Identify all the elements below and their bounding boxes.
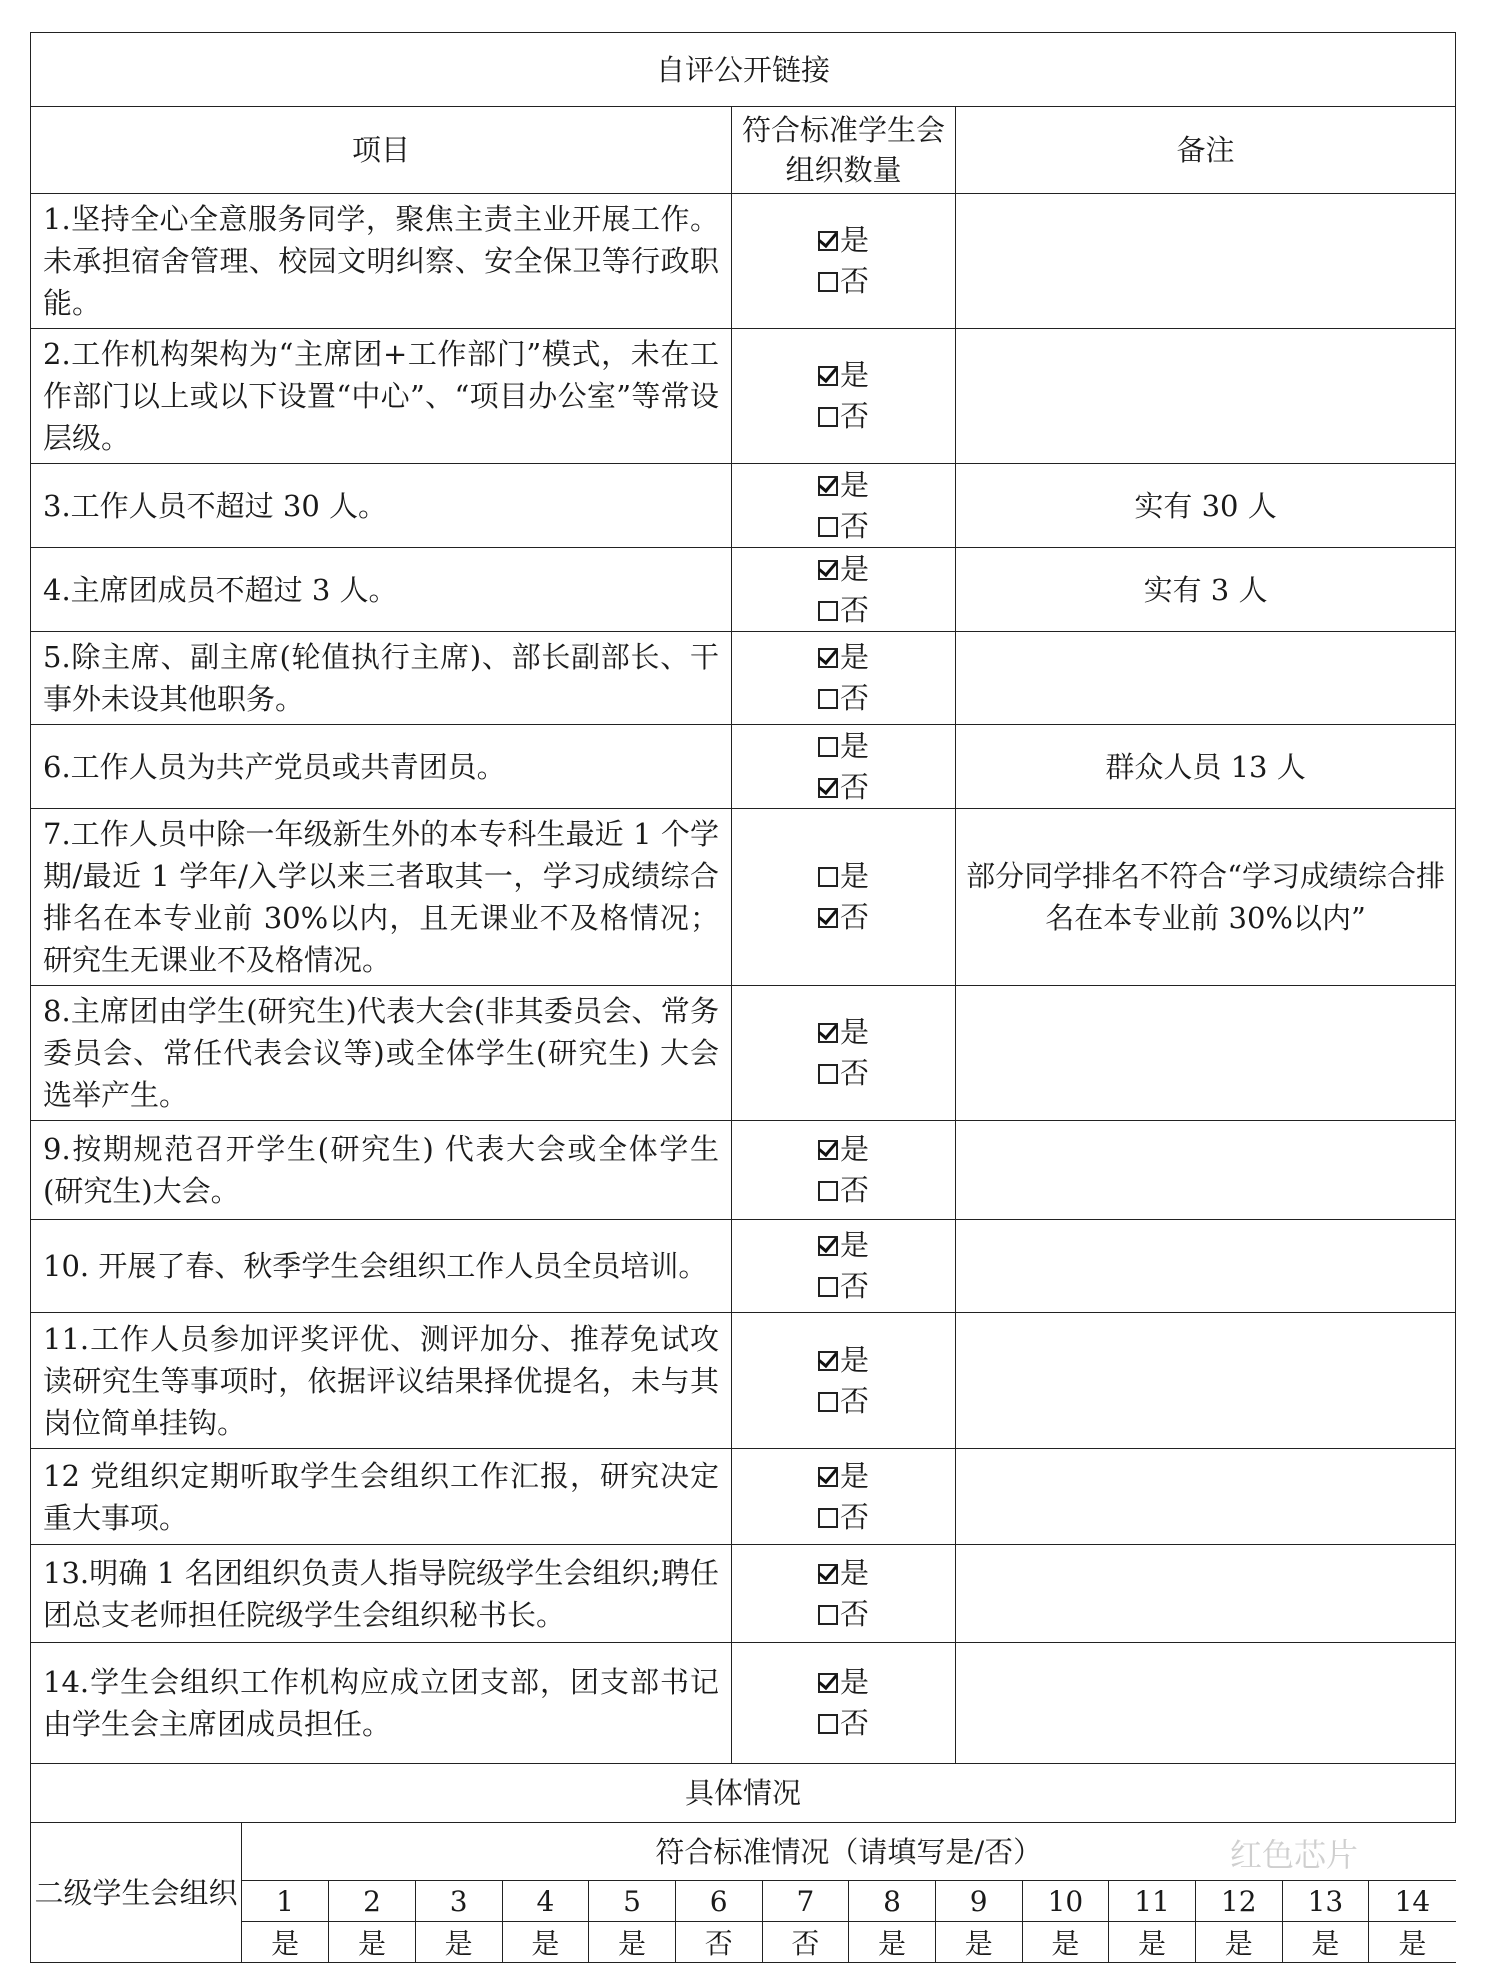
checkbox-label: 是 <box>839 1342 869 1377</box>
checkbox-label: 否 <box>839 1499 869 1534</box>
item-text: 2.工作机构架构为“主席团+工作部门”模式，未在工作部门以上或以下设置“中心”、“项目办公室”等常设层级。 <box>31 329 732 464</box>
item-answer: 是 <box>415 1922 502 1963</box>
item-number: 7 <box>762 1881 849 1922</box>
item-number: 1 <box>242 1881 329 1922</box>
item-note <box>956 194 1456 329</box>
checkbox-option-yes[interactable] <box>732 549 955 590</box>
watermark-text: 红色芯片 <box>1230 1836 1359 1874</box>
checkbox-option-no[interactable] <box>732 1703 955 1744</box>
item-answer: 是 <box>1369 1922 1456 1963</box>
empty-box-icon[interactable] <box>818 1392 838 1412</box>
checked-box-icon[interactable] <box>818 560 838 580</box>
checkbox-label: 是 <box>839 859 869 893</box>
checkbox-label: 否 <box>839 508 869 543</box>
compliance-check <box>732 1313 956 1449</box>
standard-grid-cell <box>242 1823 1456 1963</box>
item-text: 1.坚持全心全意服务同学，聚焦主责主业开展工作。未承担宿舍管理、校园文明纠察、安全保卫等行政职能。 <box>31 194 732 329</box>
item-text: 3.工作人员不超过 30 人。 <box>31 464 732 548</box>
item-answer: 是 <box>935 1922 1022 1963</box>
compliance-check <box>732 329 956 464</box>
checkbox-option-no[interactable] <box>732 590 955 631</box>
checkbox-option-yes[interactable] <box>732 1012 955 1053</box>
item-note <box>956 632 1456 725</box>
checkbox-option-yes[interactable] <box>732 1662 955 1703</box>
item-answer: 是 <box>1195 1922 1282 1963</box>
item-note <box>956 1545 1456 1643</box>
checked-box-icon[interactable] <box>818 648 838 668</box>
checklist-row <box>31 632 1456 725</box>
item-text: 14.学生会组织工作机构应成立团支部，团支部书记由学生会主席团成员担任。 <box>31 1643 732 1764</box>
checkbox-label: 是 <box>839 551 869 586</box>
compliance-check <box>732 548 956 632</box>
checkbox-label: 是 <box>839 1458 869 1493</box>
empty-box-icon[interactable] <box>818 1277 838 1297</box>
item-number: 2 <box>329 1881 416 1922</box>
self-evaluation-form <box>30 32 1455 1963</box>
checkbox-label: 是 <box>839 1015 869 1049</box>
checklist-row <box>31 1313 1456 1449</box>
standard-title: 符合标准情况（请填写是/否） <box>242 1823 1456 1881</box>
item-number: 11 <box>1109 1881 1196 1922</box>
empty-box-icon[interactable] <box>818 601 838 621</box>
item-number: 6 <box>675 1881 762 1922</box>
compliance-check <box>732 632 956 725</box>
item-number: 8 <box>849 1881 936 1922</box>
checkbox-option-no[interactable] <box>732 1170 955 1211</box>
item-text: 9.按期规范召开学生(研究生) 代表大会或全体学生(研究生)大会。 <box>31 1121 732 1220</box>
compliance-check <box>732 986 956 1121</box>
item-note: 群众人员 13 人 <box>956 725 1456 809</box>
checklist-row <box>31 986 1456 1121</box>
item-note: 部分同学排名不符合“学习成绩综合排名在本专业前 30%以内” <box>956 809 1456 986</box>
item-text: 8.主席团由学生(研究生)代表大会(非其委员会、常务委员会、常任代表会议等)或全体学生(研究生) 大会选举产生。 <box>31 986 732 1121</box>
checkbox-option-yes[interactable] <box>732 856 955 897</box>
empty-box-icon[interactable] <box>818 737 838 757</box>
compliance-check <box>732 1449 956 1545</box>
compliance-check <box>732 464 956 548</box>
checkbox-label: 是 <box>839 223 869 257</box>
summary-title: 具体情况 <box>31 1764 1456 1823</box>
checklist-row <box>31 1449 1456 1545</box>
item-note <box>956 1220 1456 1313</box>
checklist-row <box>31 329 1456 464</box>
item-number: 14 <box>1369 1881 1456 1922</box>
checkbox-label: 否 <box>839 769 869 804</box>
item-number: 13 <box>1282 1881 1369 1922</box>
item-number: 12 <box>1195 1881 1282 1922</box>
checked-box-icon[interactable] <box>818 231 838 251</box>
header-note: 备注 <box>956 107 1456 194</box>
item-number: 5 <box>589 1881 676 1922</box>
item-answer: 是 <box>1109 1922 1196 1963</box>
checkbox-label: 否 <box>839 592 869 627</box>
checkbox-option-no[interactable] <box>732 678 955 719</box>
checkbox-label: 是 <box>839 1555 869 1590</box>
compliance-check <box>732 1545 956 1643</box>
checklist-row <box>31 194 1456 329</box>
checkbox-label: 是 <box>839 1228 869 1262</box>
checklist-row <box>31 548 1456 632</box>
item-number: 4 <box>502 1881 589 1922</box>
checklist-row <box>31 1643 1456 1764</box>
item-note: 实有 3 人 <box>956 548 1456 632</box>
compliance-check <box>732 725 956 809</box>
checklist-row <box>31 725 1456 809</box>
evaluation-table <box>30 32 1456 1963</box>
checkbox-label: 是 <box>839 1132 869 1166</box>
checkbox-option-no[interactable] <box>732 1053 955 1094</box>
checkbox-label: 否 <box>839 1173 869 1207</box>
item-note <box>956 1121 1456 1220</box>
empty-box-icon[interactable] <box>818 272 838 292</box>
checkbox-option-no[interactable] <box>732 1266 955 1307</box>
checkbox-label: 是 <box>839 358 869 392</box>
checked-box-icon[interactable] <box>818 908 838 928</box>
checkbox-option-no[interactable] <box>732 396 955 437</box>
item-number: 3 <box>415 1881 502 1922</box>
compliance-check <box>732 194 956 329</box>
empty-box-icon[interactable] <box>818 1508 838 1528</box>
compliance-check <box>732 1220 956 1313</box>
item-answer: 是 <box>502 1922 589 1963</box>
item-text: 6.工作人员为共产党员或共青团员。 <box>31 725 732 809</box>
item-note: 实有 30 人 <box>956 464 1456 548</box>
checked-box-icon[interactable] <box>818 366 838 386</box>
checkbox-label: 否 <box>839 1269 869 1303</box>
item-answer: 是 <box>242 1922 329 1963</box>
checked-box-icon[interactable] <box>818 1351 838 1371</box>
item-text: 11.工作人员参加评奖评优、测评加分、推荐免试攻读研究生等事项时，依据评议结果择优提名，未与其岗位简单挂钩。 <box>31 1313 732 1449</box>
checkbox-option-no[interactable] <box>732 1594 955 1635</box>
item-answer: 是 <box>849 1922 936 1963</box>
item-answer: 是 <box>589 1922 676 1963</box>
form-title: 自评公开链接 <box>31 33 1456 107</box>
item-note <box>956 1449 1456 1545</box>
checked-box-icon[interactable] <box>818 1467 838 1487</box>
checkbox-label: 否 <box>839 900 869 934</box>
checklist-row <box>31 1220 1456 1313</box>
checked-box-icon[interactable] <box>818 1023 838 1043</box>
item-answer: 是 <box>1282 1922 1369 1963</box>
item-text: 12 党组织定期听取学生会组织工作汇报，研究决定重大事项。 <box>31 1449 732 1545</box>
checkbox-option-yes[interactable] <box>732 1553 955 1594</box>
checkbox-option-yes[interactable] <box>732 637 955 678</box>
compliance-check <box>732 1643 956 1764</box>
empty-box-icon[interactable] <box>818 1605 838 1625</box>
checked-box-icon[interactable] <box>818 1236 838 1256</box>
checkbox-option-yes[interactable] <box>732 355 955 396</box>
item-note <box>956 986 1456 1121</box>
checkbox-option-no[interactable] <box>732 897 955 938</box>
empty-box-icon[interactable] <box>818 407 838 427</box>
checked-box-icon[interactable] <box>818 476 838 496</box>
org-label: 二级学生会组织 <box>31 1823 242 1963</box>
checkbox-option-yes[interactable] <box>732 1129 955 1170</box>
item-text: 4.主席团成员不超过 3 人。 <box>31 548 732 632</box>
checkbox-option-yes[interactable] <box>732 1225 955 1266</box>
checkbox-label: 是 <box>839 728 869 763</box>
checkbox-option-no[interactable] <box>732 261 955 302</box>
compliance-check <box>732 809 956 986</box>
item-text: 5.除主席、副主席(轮值执行主席)、部长副部长、干事外未设其他职务。 <box>31 632 732 725</box>
checkbox-option-yes[interactable] <box>732 220 955 261</box>
item-text: 13.明确 1 名团组织负责人指导院级学生会组织;聘任团总支老师担任院级学生会组织秘书长。 <box>31 1545 732 1643</box>
item-text: 10. 开展了春、秋季学生会组织工作人员全员培训。 <box>31 1220 732 1313</box>
standard-grid <box>242 1823 1456 1962</box>
checkbox-option-no[interactable] <box>732 1497 955 1538</box>
checklist-row <box>31 1121 1456 1220</box>
item-text: 7.工作人员中除一年级新生外的本专科生最近 1 个学期/最近 1 学年/入学以来三者取其一，学习成绩综合排名在本专业前 30%以内，且无课业不及格情况；研究生无课业不及格情况。 <box>31 809 732 986</box>
empty-box-icon[interactable] <box>818 1064 838 1084</box>
checkbox-label: 是 <box>839 1665 869 1699</box>
item-answer: 否 <box>762 1922 849 1963</box>
checkbox-label: 否 <box>839 1383 869 1418</box>
item-answer: 是 <box>1022 1922 1109 1963</box>
checkbox-option-yes[interactable] <box>732 726 955 767</box>
checked-box-icon[interactable] <box>818 778 838 798</box>
checkbox-label: 是 <box>839 640 869 674</box>
item-answer: 是 <box>329 1922 416 1963</box>
checkbox-option-no[interactable] <box>732 1381 955 1422</box>
checkbox-label: 否 <box>839 1706 869 1740</box>
item-note <box>956 1643 1456 1764</box>
checkbox-label: 是 <box>839 467 869 502</box>
checkbox-option-yes[interactable] <box>732 1340 955 1381</box>
item-note <box>956 329 1456 464</box>
checked-box-icon[interactable] <box>818 1140 838 1160</box>
checklist-row <box>31 809 1456 986</box>
checkbox-label: 否 <box>839 264 869 298</box>
checkbox-label: 否 <box>839 1056 869 1090</box>
checklist-row <box>31 464 1456 548</box>
checked-box-icon[interactable] <box>818 1564 838 1584</box>
header-standard: 符合标准学生会组织数量 <box>732 107 956 194</box>
compliance-check <box>732 1121 956 1220</box>
item-number: 9 <box>935 1881 1022 1922</box>
checkbox-label: 否 <box>839 681 869 715</box>
checked-box-icon[interactable] <box>818 1673 838 1693</box>
checkbox-option-no[interactable] <box>732 506 955 547</box>
empty-box-icon[interactable] <box>818 689 838 709</box>
checkbox-label: 否 <box>839 1596 869 1631</box>
checklist-row <box>31 1545 1456 1643</box>
empty-box-icon[interactable] <box>818 1181 838 1201</box>
empty-box-icon[interactable] <box>818 517 838 537</box>
header-item: 项目 <box>31 107 732 194</box>
empty-box-icon[interactable] <box>818 1714 838 1734</box>
checkbox-option-yes[interactable] <box>732 1456 955 1497</box>
checkbox-option-yes[interactable] <box>732 465 955 506</box>
item-number: 10 <box>1022 1881 1109 1922</box>
item-answer: 否 <box>675 1922 762 1963</box>
empty-box-icon[interactable] <box>818 867 838 887</box>
checkbox-label: 否 <box>839 399 869 433</box>
item-note <box>956 1313 1456 1449</box>
checkbox-option-no[interactable] <box>732 767 955 808</box>
